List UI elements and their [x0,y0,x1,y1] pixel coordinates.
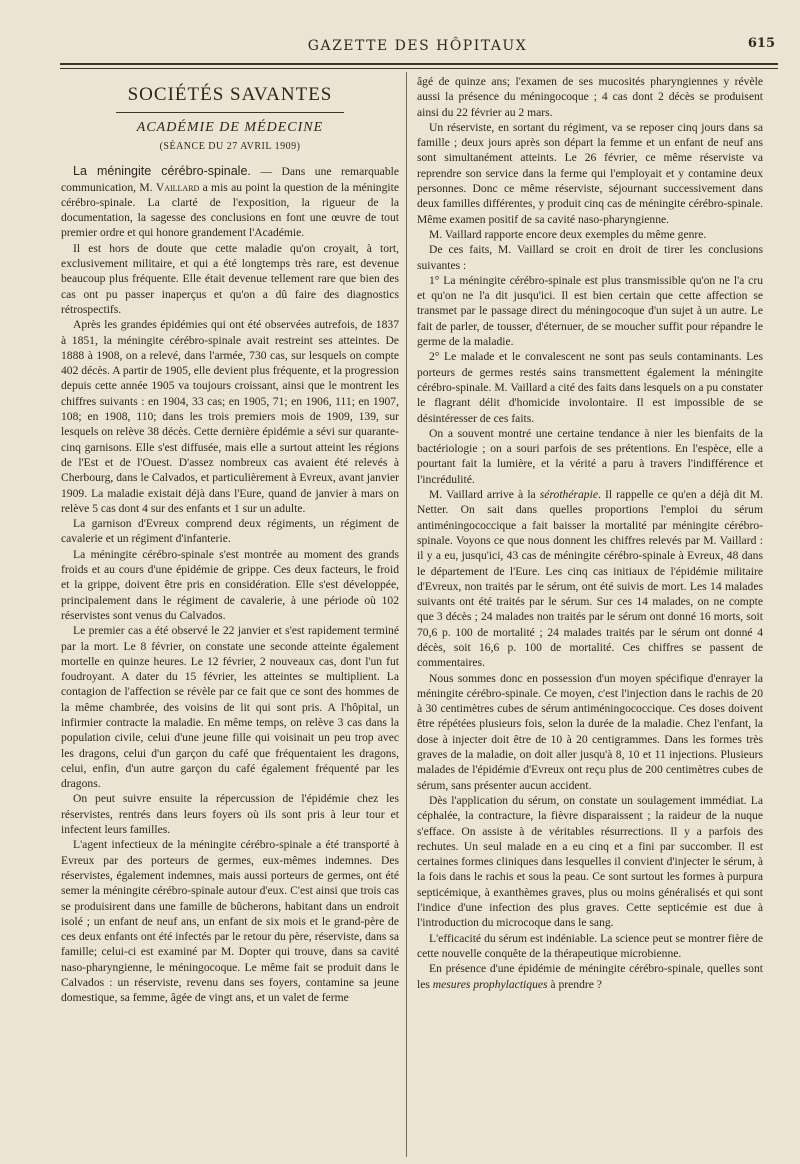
article-heading: La méningite cérébro-spinale. [73,164,251,179]
text: M. Vaillard arrive à la [429,488,540,502]
paragraph: 2° Le malade et le convalescent ne sont pas seuls contaminants. Les porteurs de germes restés sains transmettent également la méningite cérébro-spinale. M. Vaillard a cité des faits dans lesquels on a pu constater le flagrant délit d'homicide involontaire. Il est impossible de se désintéresser de ces faits. [417,350,763,425]
lead-text-b: a mis au point la question de la méningite cérébro-spinale. La clarté de l'exposition, la rigueur de la documentation, la sagesse des conclusions en font une œuvre de tout premier ordre et qui honore grandement l'Académie. [61,180,399,240]
author-name: Vaillard [155,180,200,194]
paragraph: Dès l'application du sérum, on constate un soulagement immédiat. La céphalée, la contracture, la fièvre disparaissent ; la raideur de la nuque s'efface. On assiste à de véritables résurrections. Il y a parfois des rechutes. Un seul malade en a eu cinq et a fini par succomber. Il est certaines formes cliniques dans lesquelles il convient d'injecter le sérum, à la fois dans le rachis et sous la peau. Ce sont surtout les formes à purpura septicémique, à exanthèmes graves, plus ou moins généralisés et qui sont l'indice d'une infection des plus graves. Cette septicémie est due à l'introduction du microcoque dans le sang. [417,793,763,930]
column-divider [406,72,407,1157]
paragraph: De ces faits, M. Vaillard se croit en droit de tirer les conclusions suivantes : [417,243,763,272]
paragraph: M. Vaillard rapporte encore deux exemples du même genre. [429,227,707,241]
italic-term: mesures prophylactiques [432,977,548,991]
paragraph: Il est hors de doute que cette maladie qu'on croyait, à tort, exclusivement militaire, et qui a été longtemps très rare, est devenue beaucoup plus fréquente. Elle était devenue tellement rare que bien des cas ont pu passer inaperçus et qu'on a dû faire des diagnostics rétrospectifs. [61,241,399,316]
paragraph: L'agent infectieux de la méningite cérébro-spinale a été transporté à Evreux par des porteurs de germes, eux-mêmes indemnes. Des réservistes, également indemnes, mais aussi porteurs de germes, ont été semer la méningite cérébro-spinale autour d'eux. C'est ainsi que trois cas se produisirent dans une famille de bûcherons, habitant dans un endroit isolé ; un enfant de neuf ans, un enfant de six mois et le grand-père de ces deux enfants ont été infectés par le retour du père, réserviste, dans sa famille; celui-ci est examiné par M. Dopter qui trouve, dans sa cavité naso-pharyngienne, le méningocoque. Le même fait se produit dans le Calvados : un réserviste, revenu dans ses foyers, contamine sa jeune domestique, sa femme, âgée de vingt ans, et un valet de ferme [61,838,399,1005]
paragraph: On a souvent montré une certaine tendance à nier les bienfaits de la bactériologie ; on a souri parfois de ses prétentions. En l'espèce, elle a pourtant fait la lumière, et la vérité a paru à travers l'indifférence et l'incrédulité. [417,426,763,486]
header-rule [60,63,778,65]
paragraph: Après les grandes épidémies qui ont été observées autrefois, de 1837 à 1851, la méningite cérébro-spinale avait restreint ses atteintes. De 1888 à 1908, on a relevé, dans l'armée, 730 cas, sur lesquels on compte 402 décès. A partir de 1905, elle devient plus fréquente, et la progression depuis cette année 1905 va toujours croissant, ainsi que le montrent les chiffres suivants : en 1904, 33 cas; en 1905, 71; en 1906, 111; en 1907, 108; en 1908, 110; dans les trois premiers mois de 1909, 139, sur lesquels on relève 38 décès. Cette dernière épidémie a sévi sur quarante-cinq garnisons. Elle s'est diffusée, mais elle a surtout atteint les régions de l'Est et de l'Ouest. D'assez nombreux cas avaient été relevés à Cherbourg, dans le Calvados, et particulièrement à Evreux, avant janvier 1909. La maladie existait déjà dans l'Eure, quand de janvier à mars on relève 5 cas dont 4 sur des enfants et 1 sur un adulte. [61,318,399,515]
section-title: SOCIÉTÉS SAVANTES [127,84,333,105]
left-column [61,74,399,1006]
paragraph: âgé de quinze ans; l'examen de ses mucosités pharyngiennes y révèle aussi la présence du méningocoque ; 4 cas dont 2 décès se produisent ainsi du 22 février au 2 mars. [417,75,763,119]
section-rule [116,112,344,113]
paragraph: On peut suivre ensuite la répercussion de l'épidémie chez les réservistes, rentrés dans leurs foyers où ils sont pris à leur tour et infectent leurs familles. [61,792,399,837]
text: à prendre ? [547,977,602,991]
paragraph [417,487,763,671]
text: . Il rappelle ce qu'en a déjà dit M. Netter. On sait dans quelles proportions l'emploi du sérum antiméningococcique a fait baisser la mortalité par méningite cérébro-spinale. Voyons ce que nous donnent les chiffres relevés par M. Vaillard : il y a eu, jusqu'ici, 43 cas de méningite cérébro-spinale à Evreux, 48 dans le département de l'Eure. Les cinq cas initiaux de l'épidémie militaire d'Evreux, non traités par le sérum, ont été suivis de mort. Les 14 malades suivants ont été traités par le sérum. Sur ces 14 malades, on ne compte que 3 décès ; 24 malades non traités par le sérum ont donné 16 morts, soit 70,6 p. 100 de mortalité ; 24 malades traités par le sérum ont donné 4 décès, soit 16,6 p. 100 de mortalité. Ces chiffres se passent de commentaires. [417,488,763,670]
paragraph: Un réserviste, en sortant du régiment, va se reposer cinq jours dans sa famille ; deux jours après son départ la femme et un enfant de neuf ans sont simultanément atteints. Le 26 février, ce même réserviste va reprendre son service dans la ferme qui l'employait et y contamine deux personnes. Donc ce même réserviste, séjournant successivement dans deux familles différentes, y produit cinq cas de méningite cérébro-spinale. Même examen positif de sa cavité naso-pharyngienne. [417,120,763,226]
paragraph [417,961,763,992]
lead-text-a: — Dans une remarquable communication, M. [61,165,399,194]
paragraph: Le premier cas a été observé le 22 janvier et s'est rapidement terminé par la mort. Le 8 février, on constate une seconde atteinte également mortelle en quinze heures. Le 12 février, 2 nouveaux cas, dont l'un fut foudroyant. A dater du 15 février, les atteintes se multiplient. La contagion de l'affection se révèle par ce fait que ce sont des hommes de la même chambrée, des voisins de lit qui sont pris. A l'hôpital, un infirmier contracte la maladie. En même temps, on relève 3 cas dans la population civile, celui d'une jeune fille qui voisinait un peu trop avec les dragons, celui d'un garçon du café que fréquentaient les dragons, celui, enfin, d'un autre garçon du café également fréquenté par les dragons. [61,624,399,791]
academy-heading: ACADÉMIE DE MÉDECINE [136,120,324,135]
text: En présence d'une épidémie de méningite cérébro-spinale, quelles sont les [417,962,763,991]
page-number: 615 [747,36,775,51]
right-column [417,74,763,992]
italic-term: sérothérapie [539,488,598,502]
paragraph: Nous sommes donc en possession d'un moyen spécifique d'enrayer la méningite cérébro-spinale. Ce moyen, c'est l'injection dans le rachis de 20 à 30 centimètres cubes de sérum antiméningococcique. Ces doses doivent être répétées plusieurs fois, selon la durée de la maladie. Chez l'enfant, la dose à injecter doit être de 10 à 20 centigrammes. Dans les formes très graves de la maladie, on doit aller jusqu'à 8, 10 et 11 injections. Plusieurs malades de l'épidémie d'Evreux ont reçu plus de 200 centimètres cubes de sérum, sans présenter aucun accident. [417,671,763,792]
page-header [60,36,775,60]
header-rule-thin [60,68,778,69]
paragraph: La garnison d'Evreux comprend deux régiments, un régiment de cavalerie et un régiment d'infanterie. [61,517,399,546]
paragraph: 1° La méningite cérébro-spinale est plus transmissible qu'on ne l'a cru et qu'on ne l'a dit jusqu'ici. Il est bien certain que cette affection se transmet par le passage direct du méningocoque d'un sujet à un autre. Le fait de parler, de tousser, d'éternuer, de se moucher suffit pour répandre le germe de la maladie. [417,273,763,349]
lead-paragraph [61,164,399,240]
paragraph: L'efficacité du sérum est indéniable. La science peut se montrer fière de cette nouvelle conquête de la thérapeutique microbienne. [417,931,763,960]
seance-date: (SÉANCE DU 27 AVRIL 1909) [159,141,301,152]
paragraph: La méningite cérébro-spinale s'est montrée au moment des grands froids et au cours d'une épidémie de grippe. Ces deux facteurs, le froid et la grippe, doivent être pris en considération. Elle s'est développée, principalement dans le régiment de cavalerie, à une période où 102 réservistes sont venus du Calvados. [61,547,399,622]
journal-title: GAZETTE DES HÔPITAUX [307,38,528,54]
